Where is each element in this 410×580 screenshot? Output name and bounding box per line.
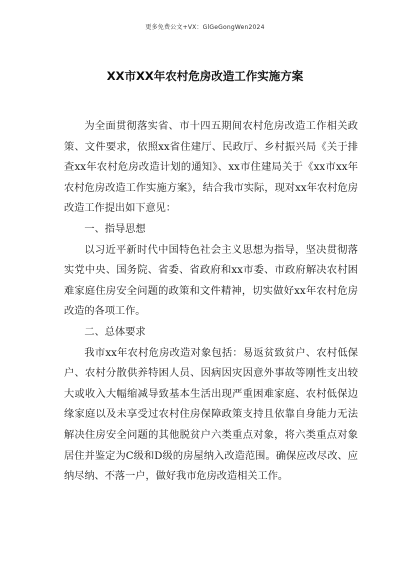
- document-title: XX市XX年农村危房改造工作实施方案: [106, 69, 304, 83]
- section-paragraph-guiding-ideology: 以习近平新时代中国特色社会主义思想为指导，坚决贯彻落实党中央、国务院、省委、省政府和xx市委、市政府解决农村困难家庭住房安全问题的政策和文件精神，切实做好xx年农村危房改造的各项工作。: [64, 244, 358, 318]
- section-heading-guiding-ideology: 一、指导思想: [84, 223, 146, 235]
- section-paragraph-overall-requirements: 我市xx年农村危房改造对象包括：易返贫致贫户、农村低保户、农村分散供养特困人员、因病因灾因意外事故等刚性支出较大或收入大幅缩减导致基本生活出现严重困难家庭、农村低保边缘家庭以及未享受过农村住房保障政策支持且依靠自身能力无法解决住房安全问题的其他脱贫户六类重点对象，将六类重点对象居住并鉴定为C级和D级的房屋纳入改造范围。确保应改尽改、应纳尽纳、不落一户，做好我市危房改造相关工作。: [64, 347, 358, 483]
- header-note: 更多免费公文+VX：GlGeGongWen2024: [145, 24, 265, 31]
- document-body: [64, 117, 358, 488]
- section-heading-overall-requirements: 二、总体要求: [84, 326, 146, 338]
- intro-paragraph: 为全面贯彻落实省、市十四五期间农村危房改造工作相关政策、文件要求，依照xx省住建厅、民政厅、乡村振兴局《关于排查xx年农村危房改造计划的通知》、xx市住建局关于《xx市xx年农村危房改造工作实施方案》，结合我市实际，现对xx年农村危房改造工作提出如下意见：: [64, 121, 358, 215]
